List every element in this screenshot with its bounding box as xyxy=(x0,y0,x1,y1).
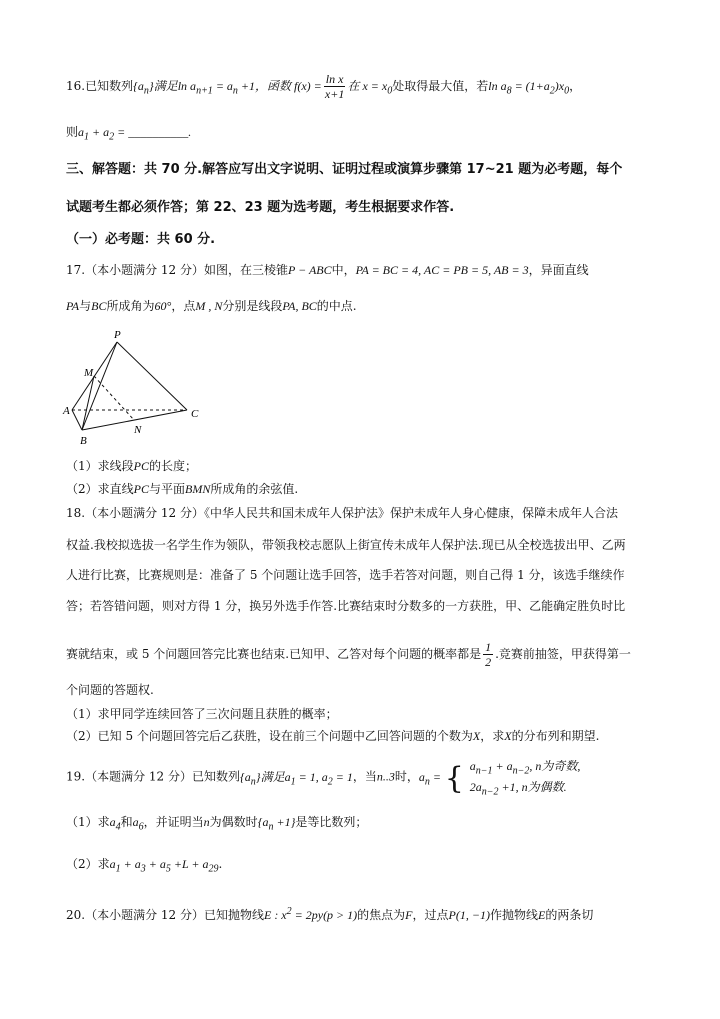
q19-line1: 19.（本题满分 12 分）已知数列$\{a_n\}$满足$a_1 = 1$, $a_2 = 1$，当n..3时，$a_n$ = { $a_{n-1} + a_{n-2}$, n为奇数, $2a_{n-2} +1$, n为偶数. xyxy=(66,758,654,798)
fraction: $\frac{\text{ln x}}{x+1}$ xyxy=(324,72,345,101)
math: 在 $x = x_0$ xyxy=(347,79,393,97)
q18-line6: 个问题的答题权. xyxy=(66,683,154,697)
q18-part2: （2）已知 5 个问题回答完后乙获胜，设在前三个问题中乙回答问题的个数为X，求X的分布列和期望. xyxy=(66,729,600,743)
q20-line1: 20.（本小题满分 12 分）已知抛物线E : $x^2 = 2py(p > 1)$的焦点为F，过点P(1, −1)作抛物线E的两条切 xyxy=(66,906,594,922)
q17-part2: （2）求直线PC与平面BMN所成角的余弦值. xyxy=(66,482,299,496)
q18-line4: 答；若答错问题，则对方得 1 分，换另外选手作答.比赛结束时分数多的一方获胜，甲、乙能确定胜负时比 xyxy=(66,599,626,613)
math: $\ln a_{n+1} = a_n +1$，函数 f(x) = xyxy=(177,79,322,97)
text: 则 xyxy=(66,125,79,139)
edge-PC xyxy=(117,342,187,410)
q17-part1: （1）求线段PC的长度； xyxy=(66,459,197,473)
fraction: $\frac{1}{2}$ xyxy=(485,640,492,669)
label-P: P xyxy=(114,329,121,341)
q17-line1: 17.（本小题满分 12 分）如图，在三棱锥P − ABC中，PA = BC = 4, AC = PB = 5, AB = 3，异面直线 xyxy=(66,263,589,277)
label-C: C xyxy=(191,408,199,420)
edge-PB xyxy=(82,342,117,430)
q18-line2: 权益.我校拟选拔一名学生作为领队，带领我校志愿队上街宣传未成年人保护法.现已从全校选拔出甲、乙两 xyxy=(66,538,626,552)
section3-heading: 三、解答题：共 70 分.解答应写出文字说明、证明过程或演算步骤第 17~21 题为必考题，每个 xyxy=(66,162,623,177)
subsection-heading: （一）必考题：共 60 分. xyxy=(66,232,216,247)
text: ， xyxy=(569,79,582,93)
label-M: M xyxy=(84,367,94,379)
segment-MN xyxy=(94,376,134,420)
label-N: N xyxy=(134,424,142,436)
q18-part1: （1）求甲同学连续回答了三次问题且获胜的概率； xyxy=(66,707,338,721)
tetrahedron-figure xyxy=(62,326,212,452)
q16-line1 xyxy=(66,72,654,101)
q19-part1: （1）求$a_4$和$a_6$，并证明当n为偶数时$\{a_n +1\}$是等比数列； xyxy=(66,815,368,833)
left-brace: { xyxy=(444,761,464,797)
q18-line3: 人进行比赛，比赛规则是：准备了 5 个问题让选手回答，选手若答对问题，则自己得 1 分，该选手继续作 xyxy=(66,568,625,582)
section3-heading-cont: 试题考生都必须作答；第 22、23 题为选考题，考生根据要求作答. xyxy=(66,200,455,215)
edge-AB xyxy=(72,410,82,430)
q16-line2 xyxy=(66,124,654,145)
segment-MB xyxy=(82,376,94,430)
q19-part2: （2）求$a_1 + a_3 + a_5 +L + a_{29}$. xyxy=(66,857,223,875)
q17-line2: PA与BC所成角为60°，点M , N分别是线段PA, BC的中点. xyxy=(66,299,357,313)
text: 处取得最大值，若 xyxy=(392,79,489,93)
math: $a_1 + a_2$ = __________. xyxy=(78,125,192,143)
math: $\{a_n\}$满足 xyxy=(133,79,178,97)
math: $\ln a_8 = (1+a_2)x_0$ xyxy=(488,79,570,97)
q18-line5: 赛就结束，或 5 个问题回答完比赛也结束.已知甲、乙答对每个问题的概率都是 $\frac{1}{2}$ .竞赛前抽签，甲获得第一 xyxy=(66,640,631,669)
label-B: B xyxy=(80,435,87,447)
piecewise-cases: $a_{n-1} + a_{n-2}$, n为奇数, $2a_{n-2} +1$, n为偶数. xyxy=(469,759,581,798)
label-A: A xyxy=(63,405,70,417)
text: 16.已知数列 xyxy=(66,79,134,93)
q18-line1: 18.（本小题满分 12 分）《中华人民共和国未成年人保护法》保护未成年人身心健康，保障未成年人合法 xyxy=(66,506,618,520)
